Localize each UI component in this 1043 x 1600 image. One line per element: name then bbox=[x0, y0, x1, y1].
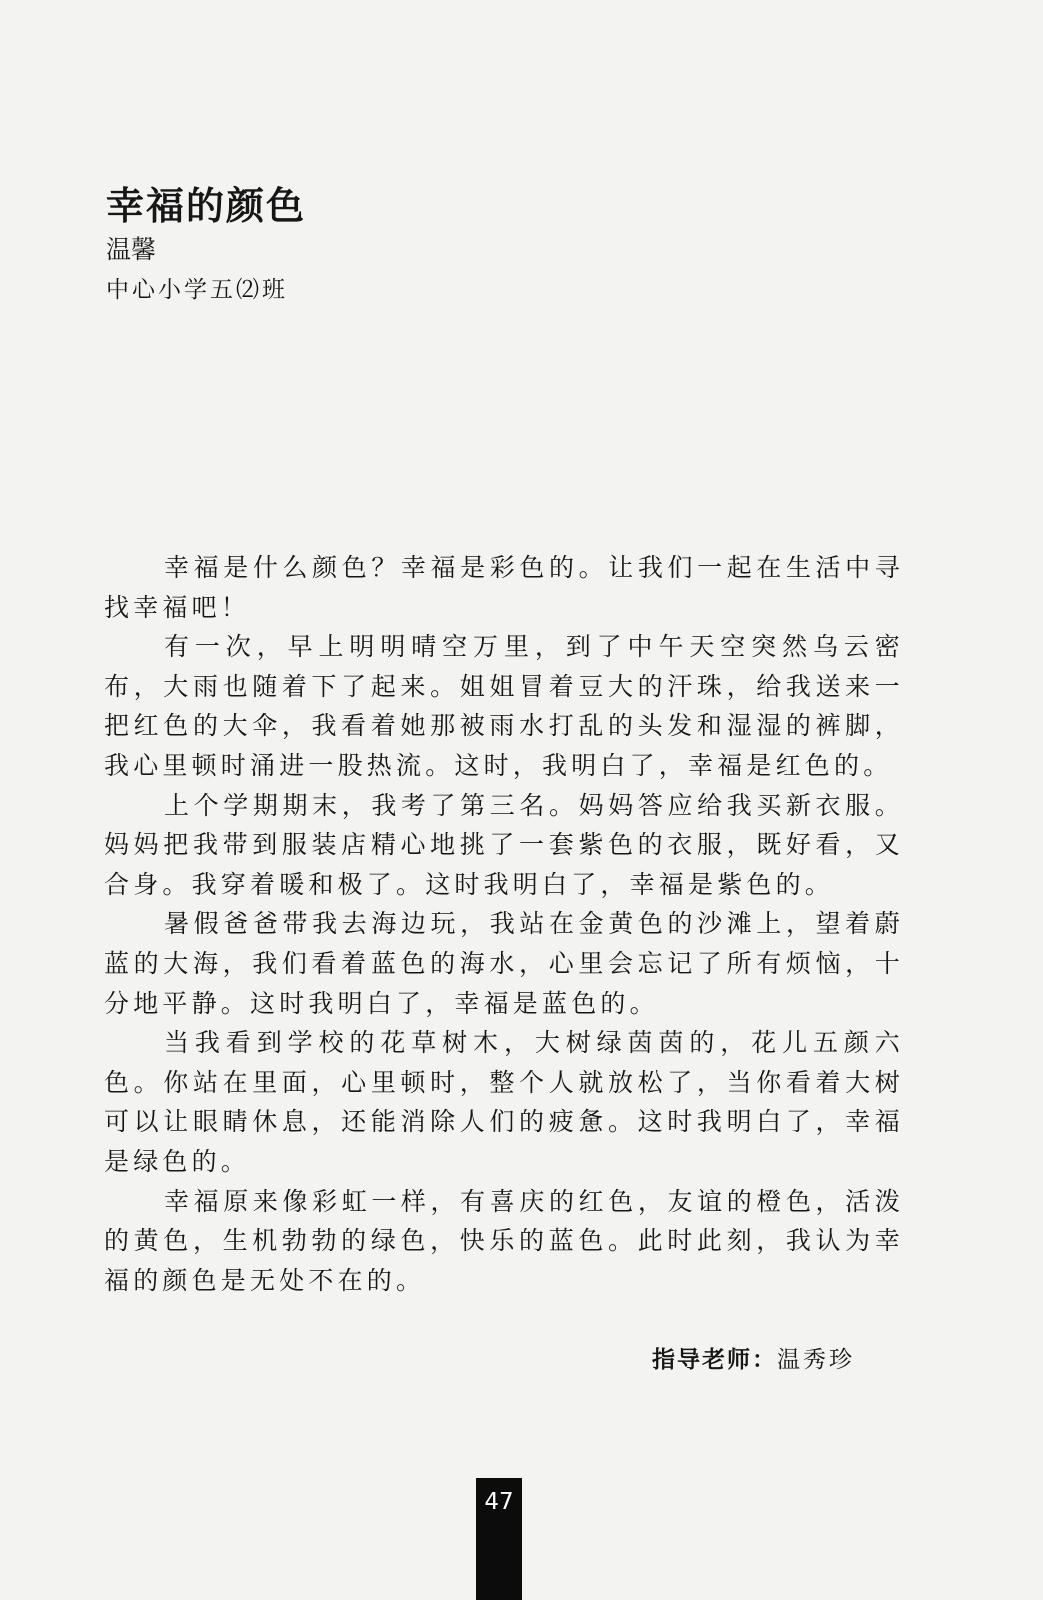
paragraph: 暑假爸爸带我去海边玩，我站在金黄色的沙滩上，望着蔚蓝的大海，我们看着蓝色的海水，心里会忘记了所有烦恼，十分地平静。这时我明白了，幸福是蓝色的。 bbox=[104, 909, 904, 1018]
paragraph: 当我看到学校的花草树木，大树绿茵茵的，花儿五颜六色。你站在里面，心里顿时，整个人就放松了，当你看着大树可以让眼睛休息，还能消除人们的疲惫。这时我明白了，幸福是绿色的。 bbox=[104, 1028, 904, 1176]
paragraph: 幸福原来像彩虹一样，有喜庆的红色，友谊的橙色，活泼的黄色，生机勃勃的绿色，快乐的蓝色。此时此刻，我认为幸福的颜色是无处不在的。 bbox=[104, 1186, 904, 1295]
article-title: 幸福的颜色 bbox=[106, 184, 307, 228]
paragraph: 幸福是什么颜色？幸福是彩色的。让我们一起在生活中寻找幸福吧！ bbox=[104, 553, 904, 622]
article-body bbox=[104, 548, 904, 1300]
paragraph: 有一次，早上明明晴空万里，到了中午天空突然乌云密布，大雨也随着下了起来。姐姐冒着豆大的汗珠，给我送来一把红色的大伞，我看着她那被雨水打乱的头发和湿湿的裤脚，我心里顿时涌进一股热流。这时，我明白了，幸福是红色的。 bbox=[104, 632, 904, 780]
author-name: 温馨 bbox=[106, 235, 157, 264]
author-school: 中心小学五⑵班 bbox=[106, 277, 288, 303]
page-number: 47 bbox=[484, 1489, 514, 1515]
teacher-name: 温秀珍 bbox=[777, 1347, 855, 1373]
teacher-credit bbox=[652, 1342, 855, 1378]
page-number-tab bbox=[476, 1478, 522, 1600]
paragraph: 上个学期期末，我考了第三名。妈妈答应给我买新衣服。妈妈把我带到服装店精心地挑了一套紫色的衣服，既好看，又合身。我穿着暖和极了。这时我明白了，幸福是紫色的。 bbox=[104, 790, 904, 899]
teacher-label: 指导老师： bbox=[652, 1347, 777, 1373]
